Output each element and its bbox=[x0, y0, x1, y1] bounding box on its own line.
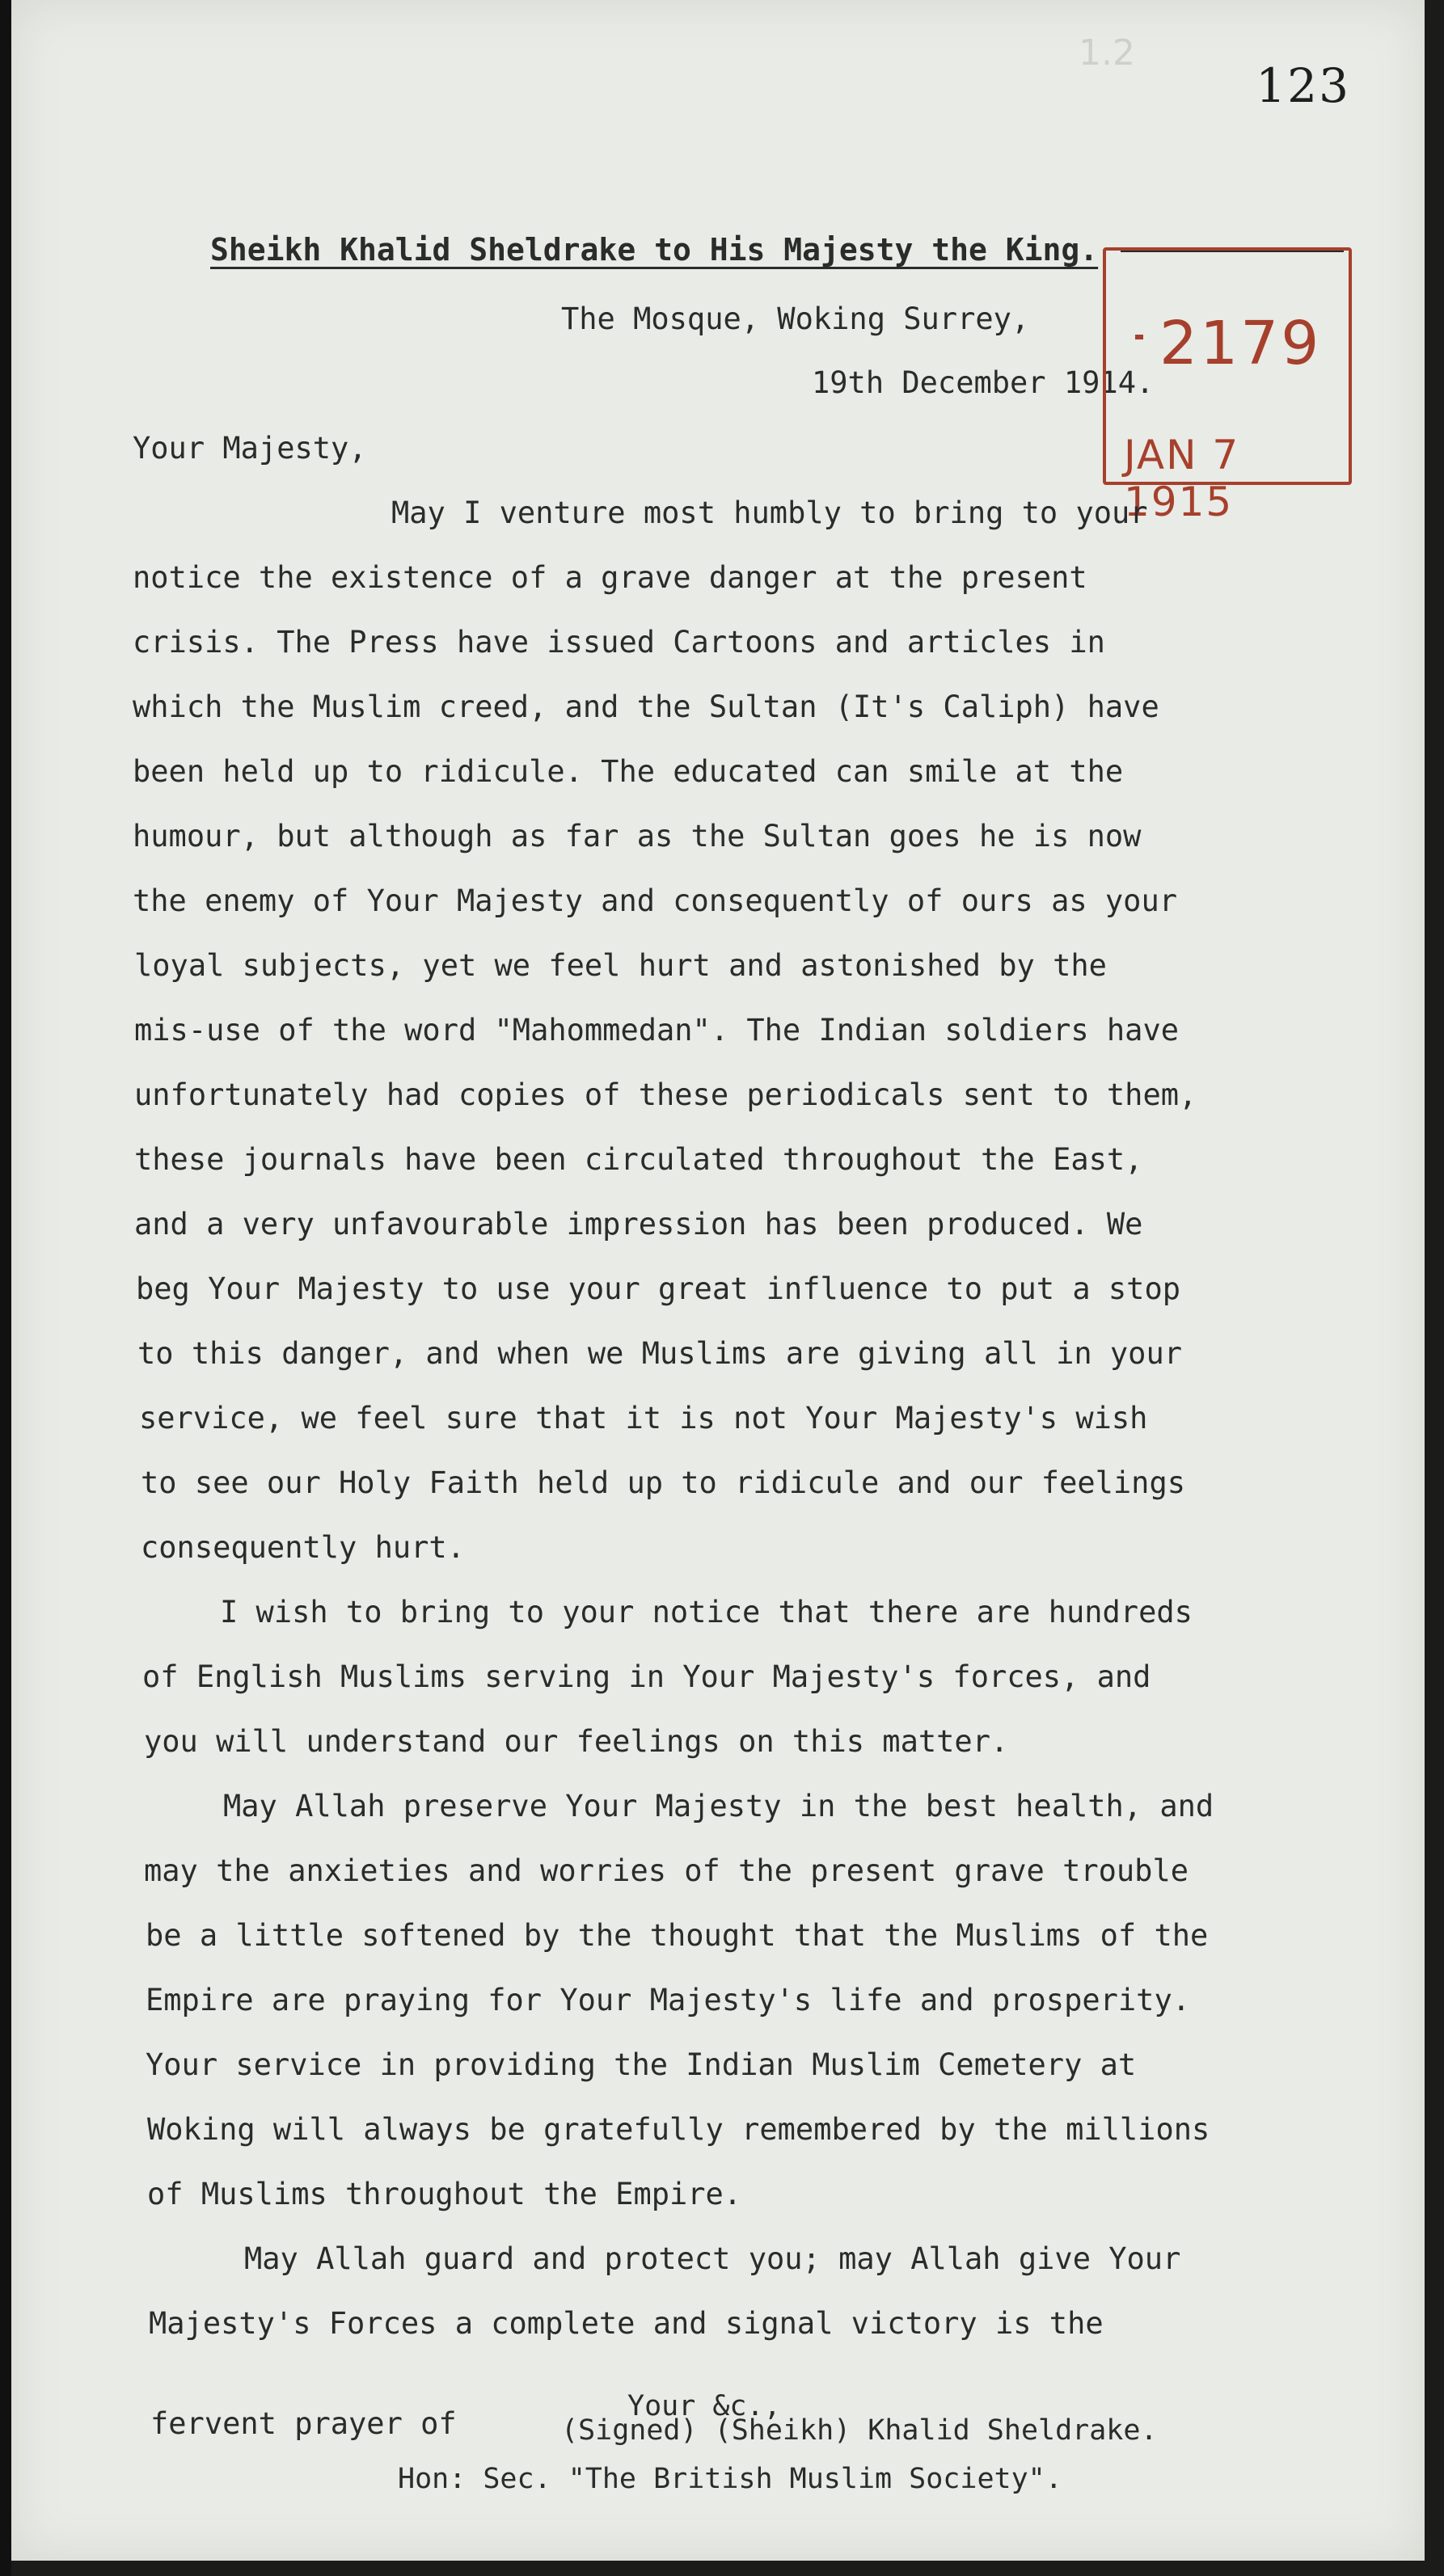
closing-society: Hon: Sec. "The British Muslim Society". bbox=[398, 2463, 1062, 2495]
sender-address: The Mosque, Woking Surrey, bbox=[561, 301, 1030, 336]
document-page bbox=[11, 0, 1425, 2561]
body-line: Empire are praying for Your Majesty's life and prosperity. bbox=[146, 1983, 1191, 2017]
letter-date: 19th December 1914. bbox=[812, 365, 1155, 400]
body-line: mis-use of the word "Mahommedan". The Indian soldiers have bbox=[134, 1013, 1180, 1048]
body-line: I wish to bring to your notice that there are hundreds bbox=[220, 1595, 1193, 1629]
body-line: and a very unfavourable impression has been produced. We bbox=[134, 1207, 1143, 1242]
body-line: you will understand our feelings on this matter. bbox=[144, 1724, 1009, 1759]
salutation: Your Majesty, bbox=[133, 431, 367, 466]
body-line: service, we feel sure that it is not Your Majesty's wish bbox=[139, 1401, 1148, 1436]
body-line: may the anxieties and worries of the present grave trouble bbox=[144, 1853, 1189, 1888]
body-line: loyal subjects, yet we feel hurt and astonished by the bbox=[134, 948, 1107, 983]
body-line: Woking will always be gratefully remembered by the millions bbox=[147, 2112, 1210, 2147]
body-line: of English Muslims serving in Your Majesty's forces, and bbox=[142, 1659, 1151, 1694]
body-line: to see our Holy Faith held up to ridicule and our feelings bbox=[141, 1465, 1186, 1500]
body-line: which the Muslim creed, and the Sultan (It's Caliph) have bbox=[133, 689, 1159, 724]
stamp-number: 2179 bbox=[1159, 309, 1322, 378]
letter-title: Sheikh Khalid Sheldrake to His Majesty the King. bbox=[210, 232, 1099, 268]
closing-yours: Your &c., bbox=[627, 2390, 781, 2422]
body-line: Majesty's Forces a complete and signal victory is the bbox=[149, 2306, 1104, 2341]
body-line: humour, but although as far as the Sultan goes he is now bbox=[133, 819, 1142, 854]
registry-stamp bbox=[1103, 247, 1352, 525]
body-line: be a little softened by the thought that the Muslims of the bbox=[146, 1918, 1209, 1953]
page-number: 123 bbox=[1256, 58, 1350, 113]
body-line: of Muslims throughout the Empire. bbox=[147, 2177, 742, 2211]
body-line: beg Your Majesty to use your great influence to put a stop bbox=[136, 1271, 1181, 1306]
body-line: consequently hurt. bbox=[141, 1530, 465, 1565]
body-line: the enemy of Your Majesty and consequently of ours as your bbox=[133, 883, 1178, 918]
closing-prayer: fervent prayer of bbox=[150, 2406, 457, 2441]
body-line: unfortunately had copies of these periodicals sent to them, bbox=[134, 1077, 1197, 1112]
body-line: been held up to ridicule. The educated can smile at the bbox=[133, 754, 1124, 789]
body-line: May Allah guard and protect you; may Allah give Your bbox=[244, 2241, 1181, 2276]
body-line: May I venture most humbly to bring to your bbox=[391, 495, 1148, 530]
body-line: crisis. The Press have issued Cartoons and articles in bbox=[133, 625, 1105, 660]
scan-edge bbox=[0, 0, 11, 2576]
body-line: to this danger, and when we Muslims are giving all in your bbox=[137, 1336, 1183, 1371]
body-line: Your service in providing the Indian Muslim Cemetery at bbox=[146, 2047, 1137, 2082]
body-line: May Allah preserve Your Majesty in the best health, and bbox=[223, 1789, 1214, 1823]
closing-signature: (Signed) (Sheikh) Khalid Sheldrake. bbox=[561, 2414, 1158, 2447]
stamp-dot bbox=[1135, 335, 1143, 339]
body-line: notice the existence of a grave danger at the present bbox=[133, 560, 1087, 595]
pencil-annotation: 1.2 bbox=[1079, 32, 1135, 74]
stamp-date: JAN 7 1915 bbox=[1124, 432, 1240, 525]
body-line: these journals have been circulated throughout the East, bbox=[134, 1142, 1143, 1177]
